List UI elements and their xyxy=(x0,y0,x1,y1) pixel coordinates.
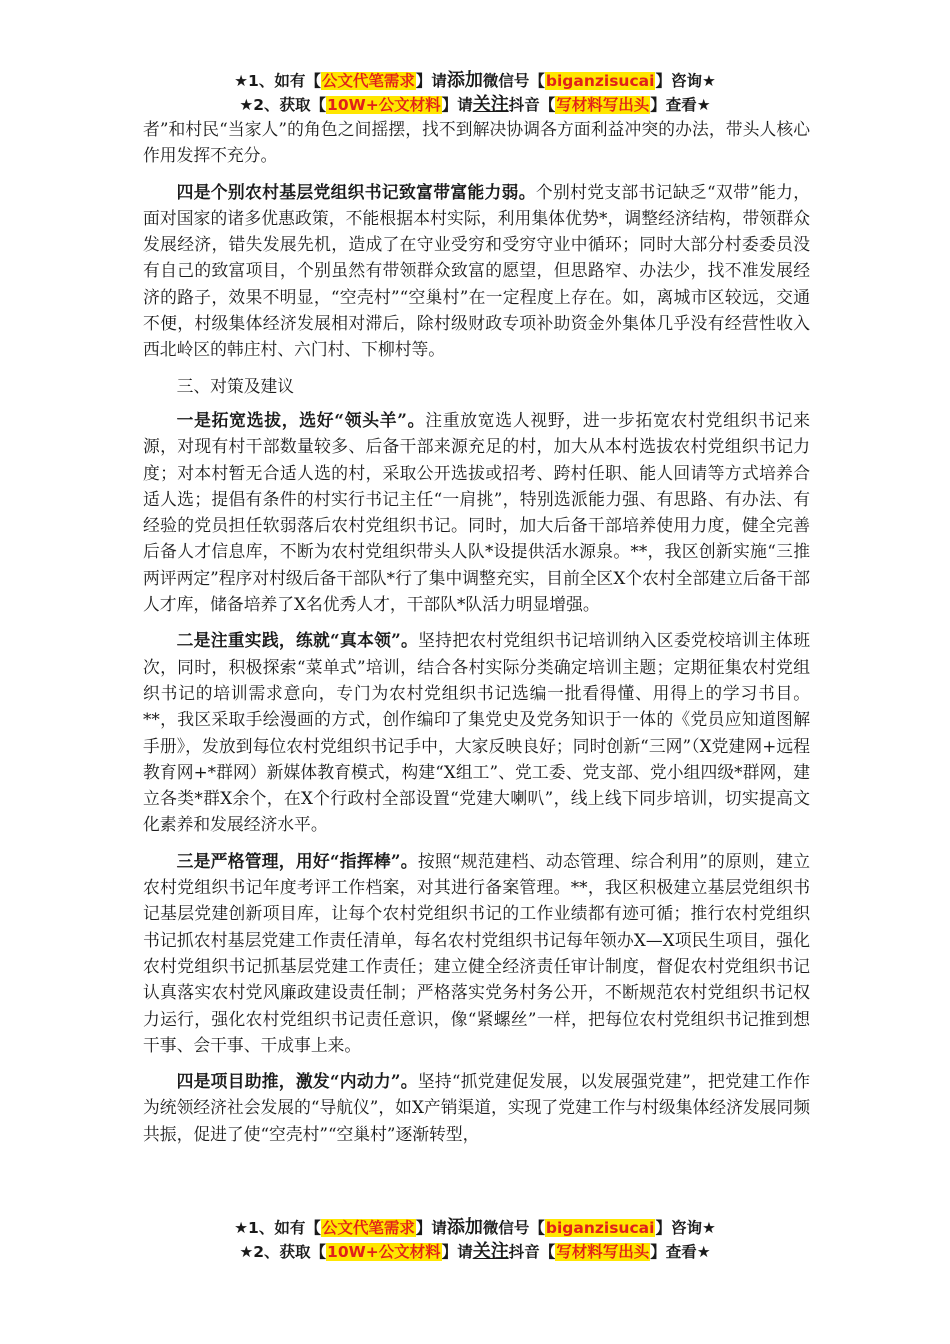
paragraph-lead: 一是拓宽选拔，选好“领头羊”。 xyxy=(176,409,426,430)
highlight-douyin-account: 写材料写出头 xyxy=(556,1243,650,1261)
paragraph-text: 按照“规范建档、动态管理、综合利用”的原则，建立农村党组织书记年度考评工作档案，对其进行备案管理。**，我区积极建立基层党组织书记基层党建创新项目库，让每个农村党组织书记的工作业绩都有迹可循；推行农村党组织书记抓农村基层党建工作责任清单，每名农村党组织书记每年领办X—X项民生项目，强化农村党组织书记抓基层党建工作责任；建立健全经济责任审计制度，督促农村党组织书记认真落实农村党风廉政建设责任制；严格落实党务村务公开，不断规范农村党组织书记权力运行，强化农村党组织书记责任意识，像“紧螺丝”一样，把每位农村党组织书记推到想干事、会干事、干成事上来。 xyxy=(143,850,810,1055)
paragraph xyxy=(143,179,810,363)
banner-line-1 xyxy=(0,69,950,93)
banner-text: 抖音【 xyxy=(508,1243,556,1261)
banner-text: 】咨询★ xyxy=(655,1219,716,1237)
banner-line-1 xyxy=(0,1216,950,1240)
paragraph xyxy=(143,1068,810,1147)
highlight-materials: 10W+公文材料 xyxy=(327,1243,441,1261)
highlight-materials: 10W+公文材料 xyxy=(327,96,441,114)
paragraph: 者”和村民“当家人”的角色之间摇摆，找不到解决协调各方面利益冲突的办法，带头人核心作用发挥不充分。 xyxy=(143,119,810,166)
banner-text: 】请 xyxy=(441,96,473,114)
paragraph xyxy=(143,407,810,617)
document-body xyxy=(143,116,810,1157)
paragraph-lead: 三是严格管理，用好“指挥棒”。 xyxy=(176,850,418,871)
banner-text: ★2、获取【 xyxy=(239,96,327,114)
banner-text: ★2、获取【 xyxy=(239,1243,327,1261)
banner-line-2 xyxy=(0,93,950,117)
paragraph xyxy=(143,627,810,837)
highlight-douyin-account: 写材料写出头 xyxy=(556,96,650,114)
highlight-wechat-id: biganzisucai xyxy=(545,72,655,90)
section-heading: 三、对策及建议 xyxy=(176,375,295,396)
banner-text: 】请 xyxy=(441,1243,473,1261)
banner-text: 】咨询★ xyxy=(655,72,716,90)
banner-text: ★1、如有【 xyxy=(234,72,321,90)
banner-text: 】查看★ xyxy=(650,1243,711,1261)
paragraph-lead: 二是注重实践，练就“真本领”。 xyxy=(176,630,419,651)
banner-text: 微信号【 xyxy=(482,1219,545,1237)
paragraph-lead: 四是项目助推，激发“内动力”。 xyxy=(176,1071,418,1092)
banner-text: 抖音【 xyxy=(508,96,556,114)
paragraph-text: 注重放宽选人视野，进一步拓宽农村党组织书记来源，对现有村干部数量较多、后备干部来源充足的村，加大从本村选拔农村党组织书记力度；对本村暂无合适人选的村，采取公开选拔或招考、跨村任职、能人回请等方式培养合适人选；提倡有条件的村实行书记主任“一肩挑”，特别选派能力强、有思路、有办法、有经验的党员担任软弱落后农村党组织书记。同时，加大后备干部培养使用力度，健全完善后备人才信息库，不断为农村党组织带头人队*设提供活水源泉。**，我区创新实施“三推两评两定”程序对村级后备干部队*行了集中调整充实，目前全区X个农村全部建立后备干部人才库，储备培养了X名优秀人才，干部队*队活力明显增强。 xyxy=(143,409,810,615)
paragraph-lead: 四是个别农村基层党组织书记致富带富能力弱。 xyxy=(176,181,536,202)
banner-text: 】请 xyxy=(415,1219,447,1237)
paragraph-text: 个别村党支部书记缺乏“双带”能力，面对国家的诸多优惠政策，不能根据本村实际，利用集体优势*，调整经济结构，带领群众发展经济，错失发展先机，造成了在守业受穷和受穷守业中循环；同时大部分村委委员没有自己的致富项目，个别虽然有带领群众致富的愿望，但思路窄、办法少，找不准发展经济的路子，效果不明显，“空壳村”“空巢村”在一定程度上存在。如，离城市区较远，交通不便，村级集体经济发展相对滞后，除村级财政专项补助资金外集体几乎没有经营性收入西北岭区的韩庄村、六门村、下柳村等。 xyxy=(143,181,810,360)
banner-emphasis: 添加 xyxy=(446,1217,483,1238)
banner-text: 】查看★ xyxy=(650,96,711,114)
paragraph-text: 坚持把农村党组织书记培训纳入区委党校培训主体班次，同时，积极探索“菜单式”培训，结合各村实际分类确定培训主题；定期征集农村党组织书记的培训需求意向，专门为农村党组织书记选编一批看得懂、用得上的学习书目。**，我区采取手绘漫画的方式，创作编印了集党史及党务知识于一体的《党员应知道图解手册》，发放到每位农村党组织书记手中，大家反映良好；同时创新“三网”（X党建网+远程教育网+*群网）新媒体教育模式，构建“X组工”、党工委、党支部、党小组四级*群网，建立各类*群X余个，在X个行政村全部设置“党建大喇叭”，线上线下同步培训，切实提高文化素养和发展经济水平。 xyxy=(143,630,810,835)
banner-text: 微信号【 xyxy=(482,72,545,90)
paragraph-text: 坚持“抓党建促发展，以发展强党建”，把党建工作作为统领经济社会发展的“导航仪”，如X产销渠道，实现了党建工作与村级集体经济发展同频共振，促进了使“空壳村”“空巢村”逐渐转型， xyxy=(143,1071,810,1144)
banner-text: ★1、如有【 xyxy=(234,1219,321,1237)
banner-emphasis: 关注 xyxy=(472,1241,509,1262)
highlight-wechat-id: biganzisucai xyxy=(545,1219,655,1237)
banner-text: 】请 xyxy=(415,72,447,90)
banner-emphasis: 添加 xyxy=(446,70,483,91)
top-banner xyxy=(0,69,950,117)
bottom-banner xyxy=(0,1216,950,1264)
banner-line-2 xyxy=(0,1240,950,1264)
highlight-ghostwriting: 公文代笔需求 xyxy=(321,1219,415,1237)
paragraph xyxy=(143,848,810,1058)
banner-emphasis: 关注 xyxy=(472,94,509,115)
highlight-ghostwriting: 公文代笔需求 xyxy=(321,72,415,90)
